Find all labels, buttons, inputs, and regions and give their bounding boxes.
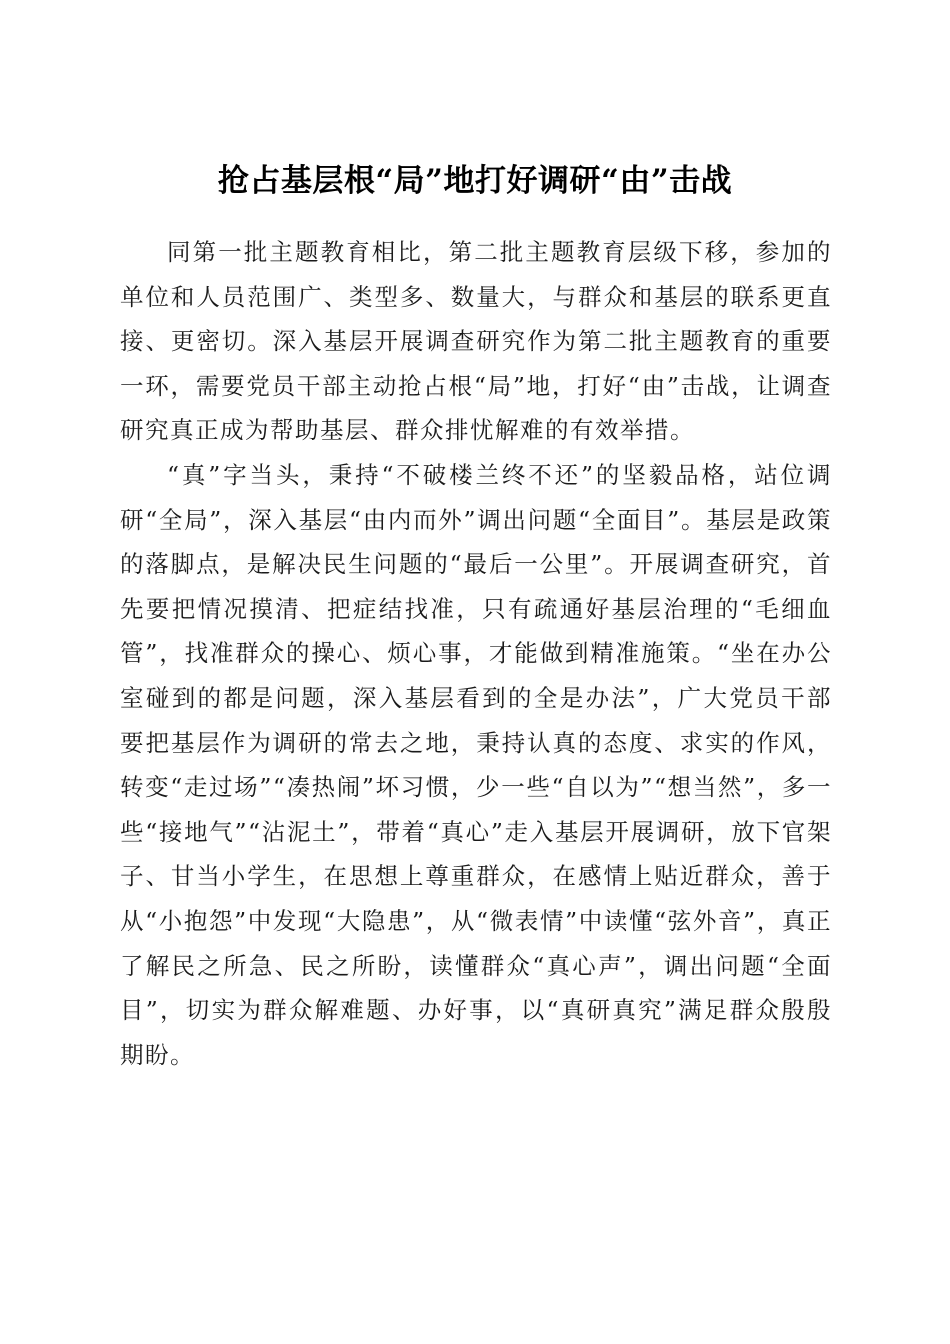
document-title: 抢占基层根“局”地打好调研“由”击战: [217, 162, 733, 199]
paragraph-truth: “真”字当头，秉持“不破楼兰终不还”的坚毅品格，站位调研“全局”，深入基层“由内而外”调出问题“全面目”。基层是政策的落脚点，是解决民生问题的“最后一公里”。开展调查研究，首先要把情况摸清、把症结找准，只有疏通好基层治理的“毛细血管”，找准群众的操心、烦心事，才能做到精准施策。“坐在办公室碰到的都是问题，深入基层看到的全是办法”，广大党员干部要把基层作为调研的常去之地，秉持认真的态度、求实的作风，转变“走过场”“凑热闹”坏习惯，少一些“自以为”“想当然”，多一些“接地气”“沾泥土”，带着“真心”走入基层开展调研，放下官架子、甘当小学生，在思想上尊重群众，在感情上贴近群众，善于从“小抱怨”中发现“大隐患”，从“微表情”中读懂“弦外音”，真正了解民之所急、民之所盼，读懂群众“真心声”，调出问题“全面目”，切实为群众解难题、办好事，以“真研真究”满足群众殷殷期盼。: [120, 460, 832, 1069]
paragraph-intro: 同第一批主题教育相比，第二批主题教育层级下移，参加的单位和人员范围广、类型多、数量大，与群众和基层的联系更直接、更密切。深入基层开展调查研究作为第二批主题教育的重要一环，需要党员干部主动抢占根“局”地，打好“由”击战，让调查研究真正成为帮助基层、群众排忧解难的有效举措。: [120, 238, 832, 445]
document-body: [120, 230, 832, 1077]
